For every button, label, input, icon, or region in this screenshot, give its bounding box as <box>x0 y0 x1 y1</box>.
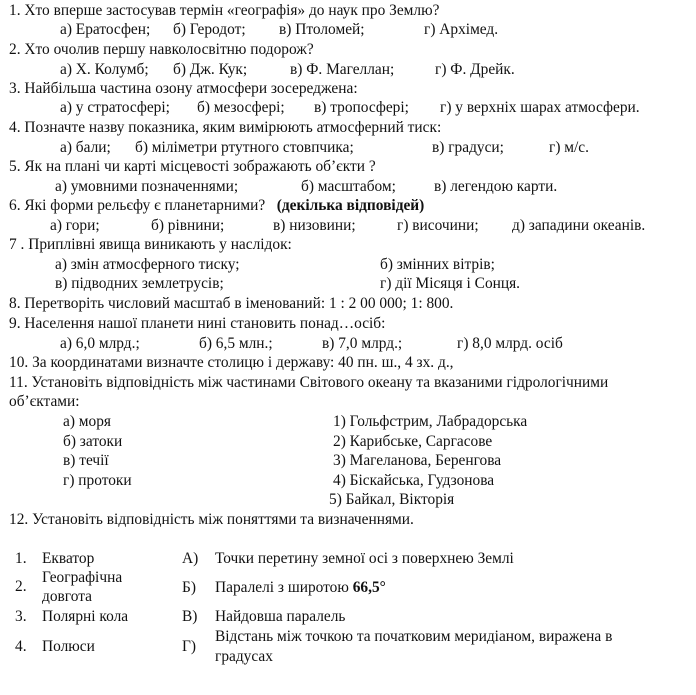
q9-option-d: г) 8,0 млрд. осіб <box>457 335 563 352</box>
q12-row3-def: Найдовша паралель <box>215 608 346 625</box>
q9-option-a: а) 6,0 млрд.; <box>60 335 140 352</box>
q12-row2-def <box>215 579 386 597</box>
q7-option-b: б) змінних вітрів; <box>380 256 495 273</box>
q1-option-d: г) Архімед. <box>424 21 499 38</box>
q11-left-c: в) течії <box>63 452 109 469</box>
q11-right-3: 3) Магеланова, Беренгова <box>333 452 502 469</box>
q11-right-2: 2) Карибське, Саргасове <box>333 433 493 450</box>
q6-option-e: д) западини океанів. <box>512 217 646 234</box>
q6-option-a: а) гори; <box>50 217 100 234</box>
q4-option-b: б) міліметри ртутного стовпчика; <box>135 139 354 156</box>
q11-left-d: г) протоки <box>63 472 132 489</box>
question-7: 7 . Приплівні явища виникають у наслідок: <box>9 236 292 253</box>
q9-option-c: в) 7,0 млрд.; <box>322 335 403 352</box>
question-9: 9. Населення нашої планети нині становить понад…осіб: <box>9 315 386 332</box>
q12-row4-def-line1: Відстань між точкою та початковим меридіаном, виражена в <box>215 628 613 645</box>
q6-option-b: б) рівнини; <box>151 217 225 234</box>
q12-row2-letter: Б) <box>182 579 196 596</box>
q9-option-b: б) 6,5 млн.; <box>199 335 273 352</box>
q5-option-c: в) легендою карти. <box>434 178 558 195</box>
q4-option-a: а) бали; <box>60 139 111 156</box>
q4-option-c: в) градуси; <box>432 139 504 156</box>
q2-option-d: г) Ф. Дрейк. <box>435 61 515 78</box>
question-6-text: 6. Які форми рельєфу є планетарними? <box>9 197 266 214</box>
q12-row2-term-line2: довгота <box>42 588 92 605</box>
q12-row4-letter: Г) <box>182 638 197 655</box>
q2-option-c: в) Ф. Магеллан; <box>290 61 395 78</box>
q3-option-b: б) мезосфері; <box>197 99 285 116</box>
q12-row3-letter: В) <box>182 608 198 625</box>
q12-row3-term: Полярні кола <box>42 608 129 625</box>
question-10: 10. За координатами визначте столицю і державу: 40 пн. ш., 4 зх. д., <box>9 354 454 371</box>
q12-row1-term: Екватор <box>42 550 95 567</box>
q12-row4-num: 4. <box>15 638 27 655</box>
q12-row2-def-bold: 66,5° <box>352 579 386 596</box>
q2-option-b: б) Дж. Кук; <box>173 61 248 78</box>
question-11-line2: об’єктами: <box>9 393 80 410</box>
q7-option-c: в) підводних землетрусів; <box>55 275 224 292</box>
q2-option-a: а) Х. Колумб; <box>60 61 149 78</box>
q1-option-a: а) Ератосфен; <box>60 21 151 38</box>
q12-row4-def-line2: градусах <box>215 648 273 665</box>
q1-option-c: в) Птоломей; <box>279 21 365 38</box>
q12-row1-letter: А) <box>182 550 199 567</box>
question-1: 1. Хто вперше застосував термін «географія» до наук про Землю? <box>9 2 440 19</box>
q11-left-b: б) затоки <box>63 433 123 450</box>
q12-row2-def-text: Паралелі з широтою <box>215 579 349 596</box>
q5-option-a: а) умовними позначеннями; <box>55 178 239 195</box>
q7-option-a: а) змін атмосферного тиску; <box>55 256 240 273</box>
q3-option-c: в) тропосфері; <box>314 99 409 116</box>
q11-left-a: а) моря <box>63 413 112 430</box>
question-4: 4. Позначте назву показника, яким вимірюють атмосферний тиск: <box>9 119 442 136</box>
q6-option-d: г) височини; <box>397 217 479 234</box>
question-3: 3. Найбільша частина озону атмосфери зосереджена: <box>9 80 358 97</box>
q3-option-a: а) у стратосфері; <box>60 99 170 116</box>
q3-option-d: г) у верхніх шарах атмосфери. <box>440 99 640 116</box>
q5-option-b: б) масштабом; <box>301 178 396 195</box>
question-6-note: (декілька відповідей) <box>276 197 425 214</box>
q12-row1-num: 1. <box>15 550 27 567</box>
question-6 <box>9 196 424 215</box>
q11-right-1: 1) Гольфстрим, Лабрадорська <box>333 413 528 430</box>
question-2: 2. Хто очолив першу навколосвітню подорож? <box>9 41 314 58</box>
q11-right-5: 5) Байкал, Вікторія <box>329 491 455 508</box>
q12-row3-num: 3. <box>15 608 27 625</box>
question-5: 5. Як на плані чи карті місцевості зображають об’єкти ? <box>9 158 376 175</box>
question-11-line1: 11. Установіть відповідність між частинами Світового океану та вказаними гідрологічними <box>9 374 609 391</box>
q4-option-d: г) м/с. <box>549 139 589 156</box>
q6-option-c: в) низовини; <box>273 217 356 234</box>
question-8: 8. Перетворіть числовий масштаб в іменований: 1 : 2 00 000; 1: 800. <box>9 295 454 312</box>
q7-option-d: г) дії Місяця і Сонця. <box>380 275 521 292</box>
question-12: 12. Установіть відповідність між поняттями та визначеннями. <box>9 511 414 528</box>
q12-row2-num: 2. <box>15 578 27 595</box>
q1-option-b: б) Геродот; <box>173 21 246 38</box>
q12-row4-term: Полюси <box>42 638 95 655</box>
q12-row1-def: Точки перетину земної осі з поверхнею Землі <box>215 550 514 567</box>
q12-row2-term-line1: Географічна <box>42 569 123 586</box>
q11-right-4: 4) Біскайська, Гудзонова <box>333 472 495 489</box>
